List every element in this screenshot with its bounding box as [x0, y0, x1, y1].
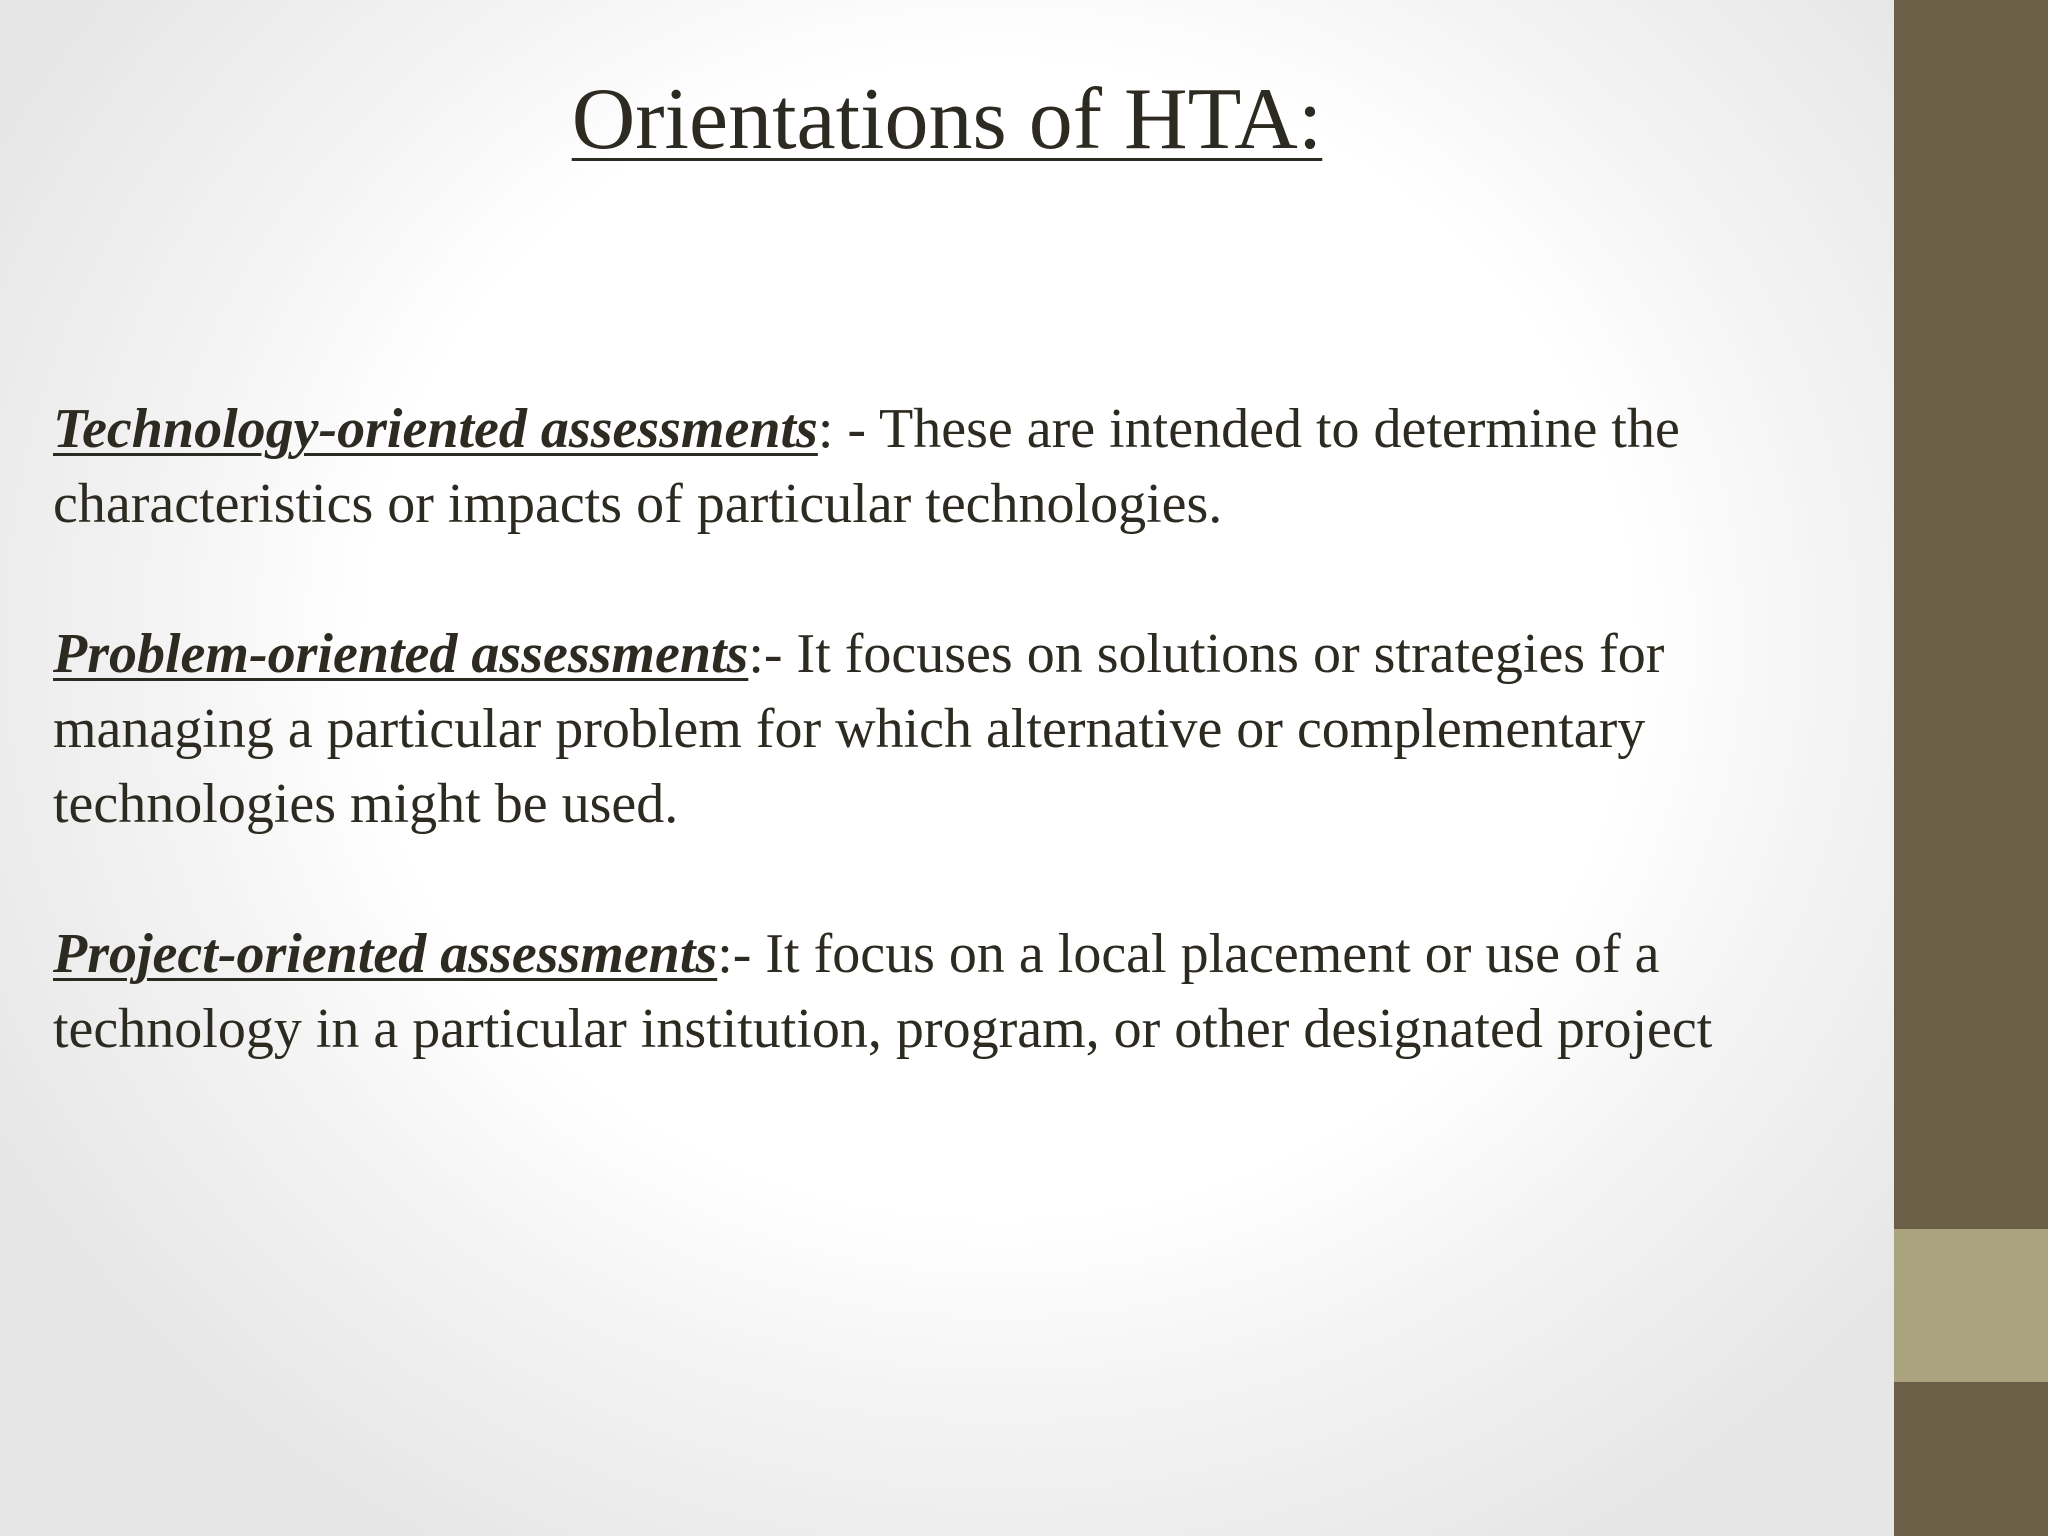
term-technology-oriented: Technology-oriented assessments [53, 398, 818, 460]
separator: :- [717, 923, 766, 985]
slide-title-text: Orientations of HTA: [571, 71, 1323, 168]
paragraph-text: It focuses on solutions or strategies for managing a particular problem for which alternative or complementary technologies might be used. [53, 623, 1665, 835]
paragraph-problem-oriented [53, 617, 1883, 842]
slide-title [0, 68, 1894, 172]
paragraph-text: It focus on a local placement or use of a technology in a particular institution, program, or other designated project [53, 923, 1713, 1060]
term-problem-oriented: Problem-oriented assessments [53, 623, 749, 685]
paragraph-technology-oriented [53, 392, 1883, 542]
separator: : - [817, 398, 880, 460]
separator: :- [748, 623, 797, 685]
paragraph-text: These are intended to determine the characteristics or impacts of particular technologies. [53, 398, 1680, 535]
decorative-side-accent [1894, 1229, 2048, 1382]
term-project-oriented: Project-oriented assessments [53, 923, 718, 985]
paragraph-project-oriented [53, 917, 1883, 1067]
slide-body [53, 392, 1883, 1142]
